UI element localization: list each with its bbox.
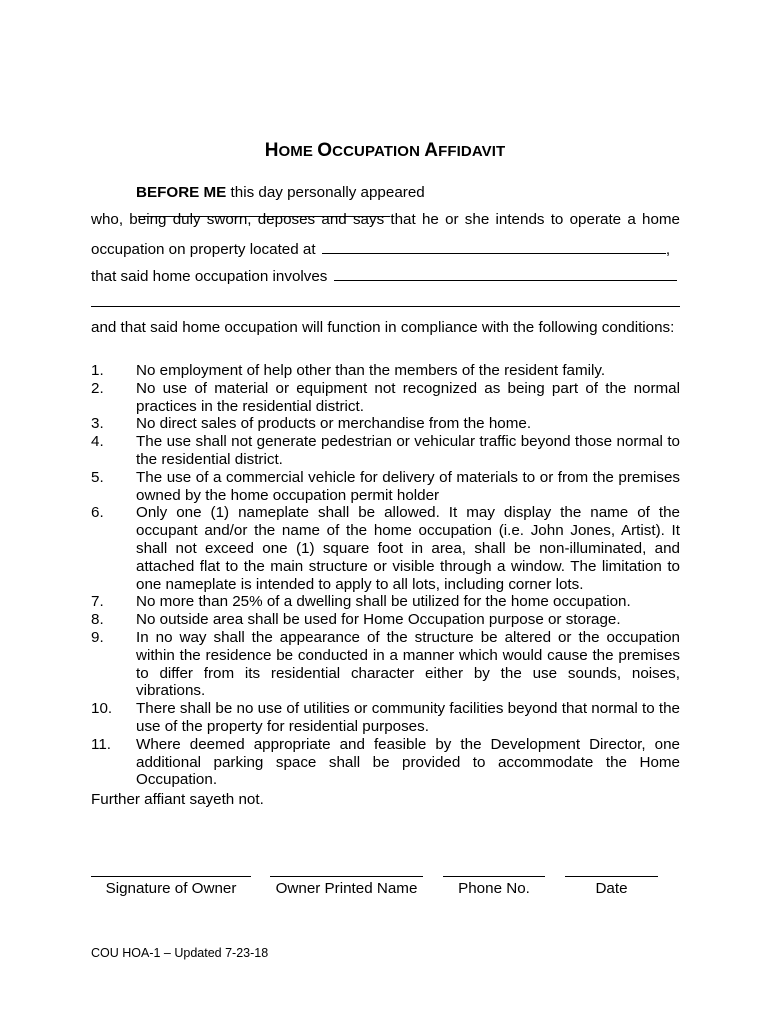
condition-text: No employment of help other than the members of the resident family.: [136, 362, 606, 379]
condition-item: [91, 736, 680, 789]
intro-text-4: that said home occupation involves: [91, 268, 328, 285]
condition-item: [91, 700, 680, 736]
condition-item: [91, 469, 680, 505]
occupation-involves-blank[interactable]: [334, 266, 677, 281]
condition-number: 8.: [91, 611, 104, 629]
condition-text: The use shall not generate pedestrian or vehicular traffic beyond those normal to the residential district.: [136, 433, 680, 468]
intro-text-3: occupation on property located at: [91, 241, 316, 258]
condition-text: Only one (1) nameplate shall be allowed. It may display the name of the occupant and/or the name of the home occupation (i.e. John Jones, Artist). It shall not exceed one (1) square foot in area, shall be non-illuminated, and attached flat to the main structure or visible through a window. The limitation to one nameplate is intended to apply to all lots, including corner lots.: [136, 504, 680, 593]
owner-signature-line[interactable]: Signature of Owner: [91, 876, 251, 897]
condition-number: 5.: [91, 468, 104, 486]
condition-number: 3.: [91, 415, 104, 433]
intro-line-4: [91, 266, 680, 286]
form-footer: COU HOA-1 – Updated 7-23-18: [91, 946, 269, 960]
condition-number: 10.: [91, 700, 113, 718]
condition-item: [91, 362, 680, 380]
condition-text: No use of material or equipment not recognized as being part of the normal practices in the residential district.: [136, 379, 680, 415]
intro-line-5: and that said home occupation will function in compliance with the following conditions:: [91, 319, 675, 336]
condition-number: 4.: [91, 433, 104, 451]
condition-number: 11.: [91, 735, 111, 753]
condition-item: [91, 415, 680, 433]
condition-item: [91, 629, 680, 700]
condition-text: No direct sales of products or merchandise from the home.: [136, 415, 532, 433]
condition-number: 6.: [91, 504, 104, 522]
condition-text: No more than 25% of a dwelling shall be utilized for the home occupation.: [136, 593, 631, 611]
condition-number: 2.: [91, 379, 104, 397]
condition-item: [91, 380, 680, 416]
occupation-involves-blank-line-2[interactable]: [91, 306, 680, 307]
condition-item: [91, 504, 680, 593]
date-line[interactable]: Date: [565, 876, 658, 897]
condition-number: 1.: [91, 362, 104, 379]
condition-item: [91, 611, 680, 629]
closing-statement: Further affiant sayeth not.: [91, 791, 264, 808]
intro-text-1: this day personally appeared: [230, 184, 425, 201]
document-title: HOME OCCUPATION AFFIDAVIT: [264, 140, 506, 161]
condition-text: In no way shall the appearance of the structure be altered or the occupation within the residence be conducted in a manner which would cause the premises to differ from its residential character either by the use sounds, noises, vibrations.: [136, 628, 680, 700]
conditions-list: [91, 362, 680, 789]
intro-line-3: occupation on property located at ,: [91, 241, 671, 258]
condition-item: [91, 433, 680, 469]
condition-text: Where deemed appropriate and feasible by the Development Director, one additional parking space shall be provided to accommodate the Home Occupation.: [136, 735, 680, 789]
intro-line-2: who, being duly sworn, deposes and says that he or she intends to operate a home: [91, 211, 680, 228]
condition-number: 7.: [91, 593, 104, 611]
condition-item: [91, 593, 680, 611]
condition-number: 9.: [91, 628, 104, 646]
condition-text: There shall be no use of utilities or community facilities beyond that normal to the use of the property for residential purposes.: [136, 700, 680, 735]
property-address-blank[interactable]: [322, 239, 666, 254]
owner-printed-name-line[interactable]: Owner Printed Name: [270, 876, 423, 897]
condition-text: The use of a commercial vehicle for delivery of materials to or from the premises owned by the home occupation permit holder: [136, 468, 680, 504]
phone-number-line[interactable]: Phone No.: [443, 876, 545, 897]
condition-text: No outside area shall be used for Home Occupation purpose or storage.: [136, 611, 621, 629]
before-me-label: BEFORE ME: [136, 184, 227, 201]
